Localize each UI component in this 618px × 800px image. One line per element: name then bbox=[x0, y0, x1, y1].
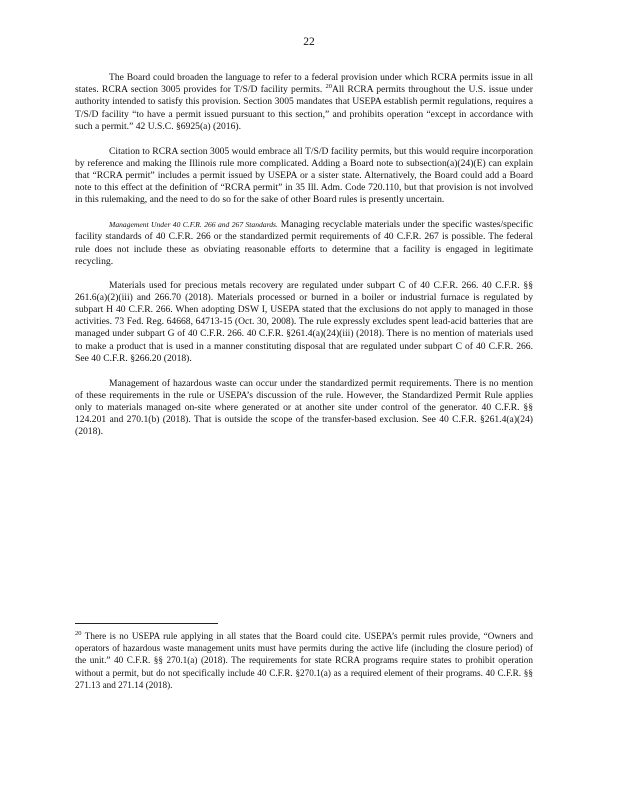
footnote-number: 20 bbox=[75, 629, 82, 637]
page-number: 22 bbox=[303, 36, 315, 48]
paragraph-text: Management of hazardous waste can occur under the standardized permit requirements. There is no mention of these requirements in the rule or USEPA’s discussion of the rule. However, the Standardized Permit Rule applies only to materials managed on-site where generated or at another site under control of the generator. 40 C.F.R. §§ 124.201 and 270.1(b) (2018). That is outside the scope of the transfer-based exclusion. See 40 C.F.R. §261.4(a)(24) (2018). bbox=[75, 377, 533, 438]
paragraph-citation bbox=[75, 146, 533, 207]
paragraph-text: The Board could broaden the language to refer to a federal provision under which RCRA permits issue in all states. RCRA section 3005 provides for T/S/D facility permits. bbox=[75, 72, 533, 96]
paragraph-precious-metals bbox=[75, 280, 533, 365]
footnote-reference[interactable]: 20 bbox=[325, 83, 332, 91]
paragraph-standardized-permit bbox=[75, 378, 533, 439]
inline-heading: Management Under 40 C.F.R. 266 and 267 Standards. bbox=[109, 220, 278, 230]
paragraph-text-continued: All RCRA permits throughout the U.S. issue under authority intended to satisfy this provision. Section 3005 mandates that USEPA establish permit regulations, requires a T/S/D facility “to have a permit issued pursuant to this section,” and prohibits operation “except in accordance with such a permit.” 42 U.S.C. §6925(a) (2016). bbox=[75, 84, 533, 132]
paragraph-text: Managing recyclable materials under the specific wastes/specific facility standards of 40 C.F.R. 266 or the standardized permit requirements of 40 C.F.R. 267 is possible. The federal rule does not include these as obviating reasonable efforts to determine that a facility is engaged in legitimate recycling. bbox=[75, 219, 533, 267]
footnote-separator bbox=[75, 623, 218, 624]
body-text bbox=[75, 72, 533, 451]
footnote-text: There is no USEPA rule applying in all states that the Board could cite. USEPA’s permit rules provide, “Owners and operators of hazardous waste management units must have permits during the active life (including the closure period) of the unit.” 40 C.F.R. §§ 270.1(a) (2018). The requirements for state RCRA programs require states to prohibit operation without a permit, but do not specifically include 40 C.F.R. §270.1(a) as a required element of their programs. 40 C.F.R. §§ 271.13 and 271.14 (2018). bbox=[75, 631, 533, 690]
paragraph-rcra-section-3005 bbox=[75, 72, 533, 133]
footnote bbox=[75, 630, 533, 691]
paragraph-text: Citation to RCRA section 3005 would embrace all T/S/D facility permits, but this would require incorporation by reference and making the Illinois rule more complicated. Adding a Board note to subsection(a)(24)(E) can explain that “RCRA permit” includes a permit issued by USEPA or a sister state. Alternatively, the Board could add a Board note to this effect at the definition of “RCRA permit” in 35 Ill. Adm. Code 720.110, but that provision is not involved in this rulemaking, and the need to do so for the sake of other Board rules is presently uncertain. bbox=[75, 145, 533, 206]
paragraph-management-266-267 bbox=[75, 219, 533, 268]
paragraph-text: Materials used for precious metals recovery are regulated under subpart C of 40 C.F.R. 266. 40 C.F.R. §§ 261.6(a)(2)(iii) and 266.70 (2018). Materials processed or burned in a boiler or industrial furnace is regulated by subpart H 40 C.F.R. 266. When adopting DSW I, USEPA stated that the exclusions do not apply to managed in those activities. 73 Fed. Reg. 64668, 64713-15 (Oct. 30, 2008). The rule expressly excludes spent lead-acid batteries that are managed under subpart G of 40 C.F.R. 266. 40 C.F.R. §261.4(a)(24)(iii) (2018). There is no mention of materials used to make a product that is used in a manner constituting disposal that are regulated under subpart C of 40 C.F.R. 266. See 40 C.F.R. §266.20 (2018). bbox=[75, 279, 533, 364]
